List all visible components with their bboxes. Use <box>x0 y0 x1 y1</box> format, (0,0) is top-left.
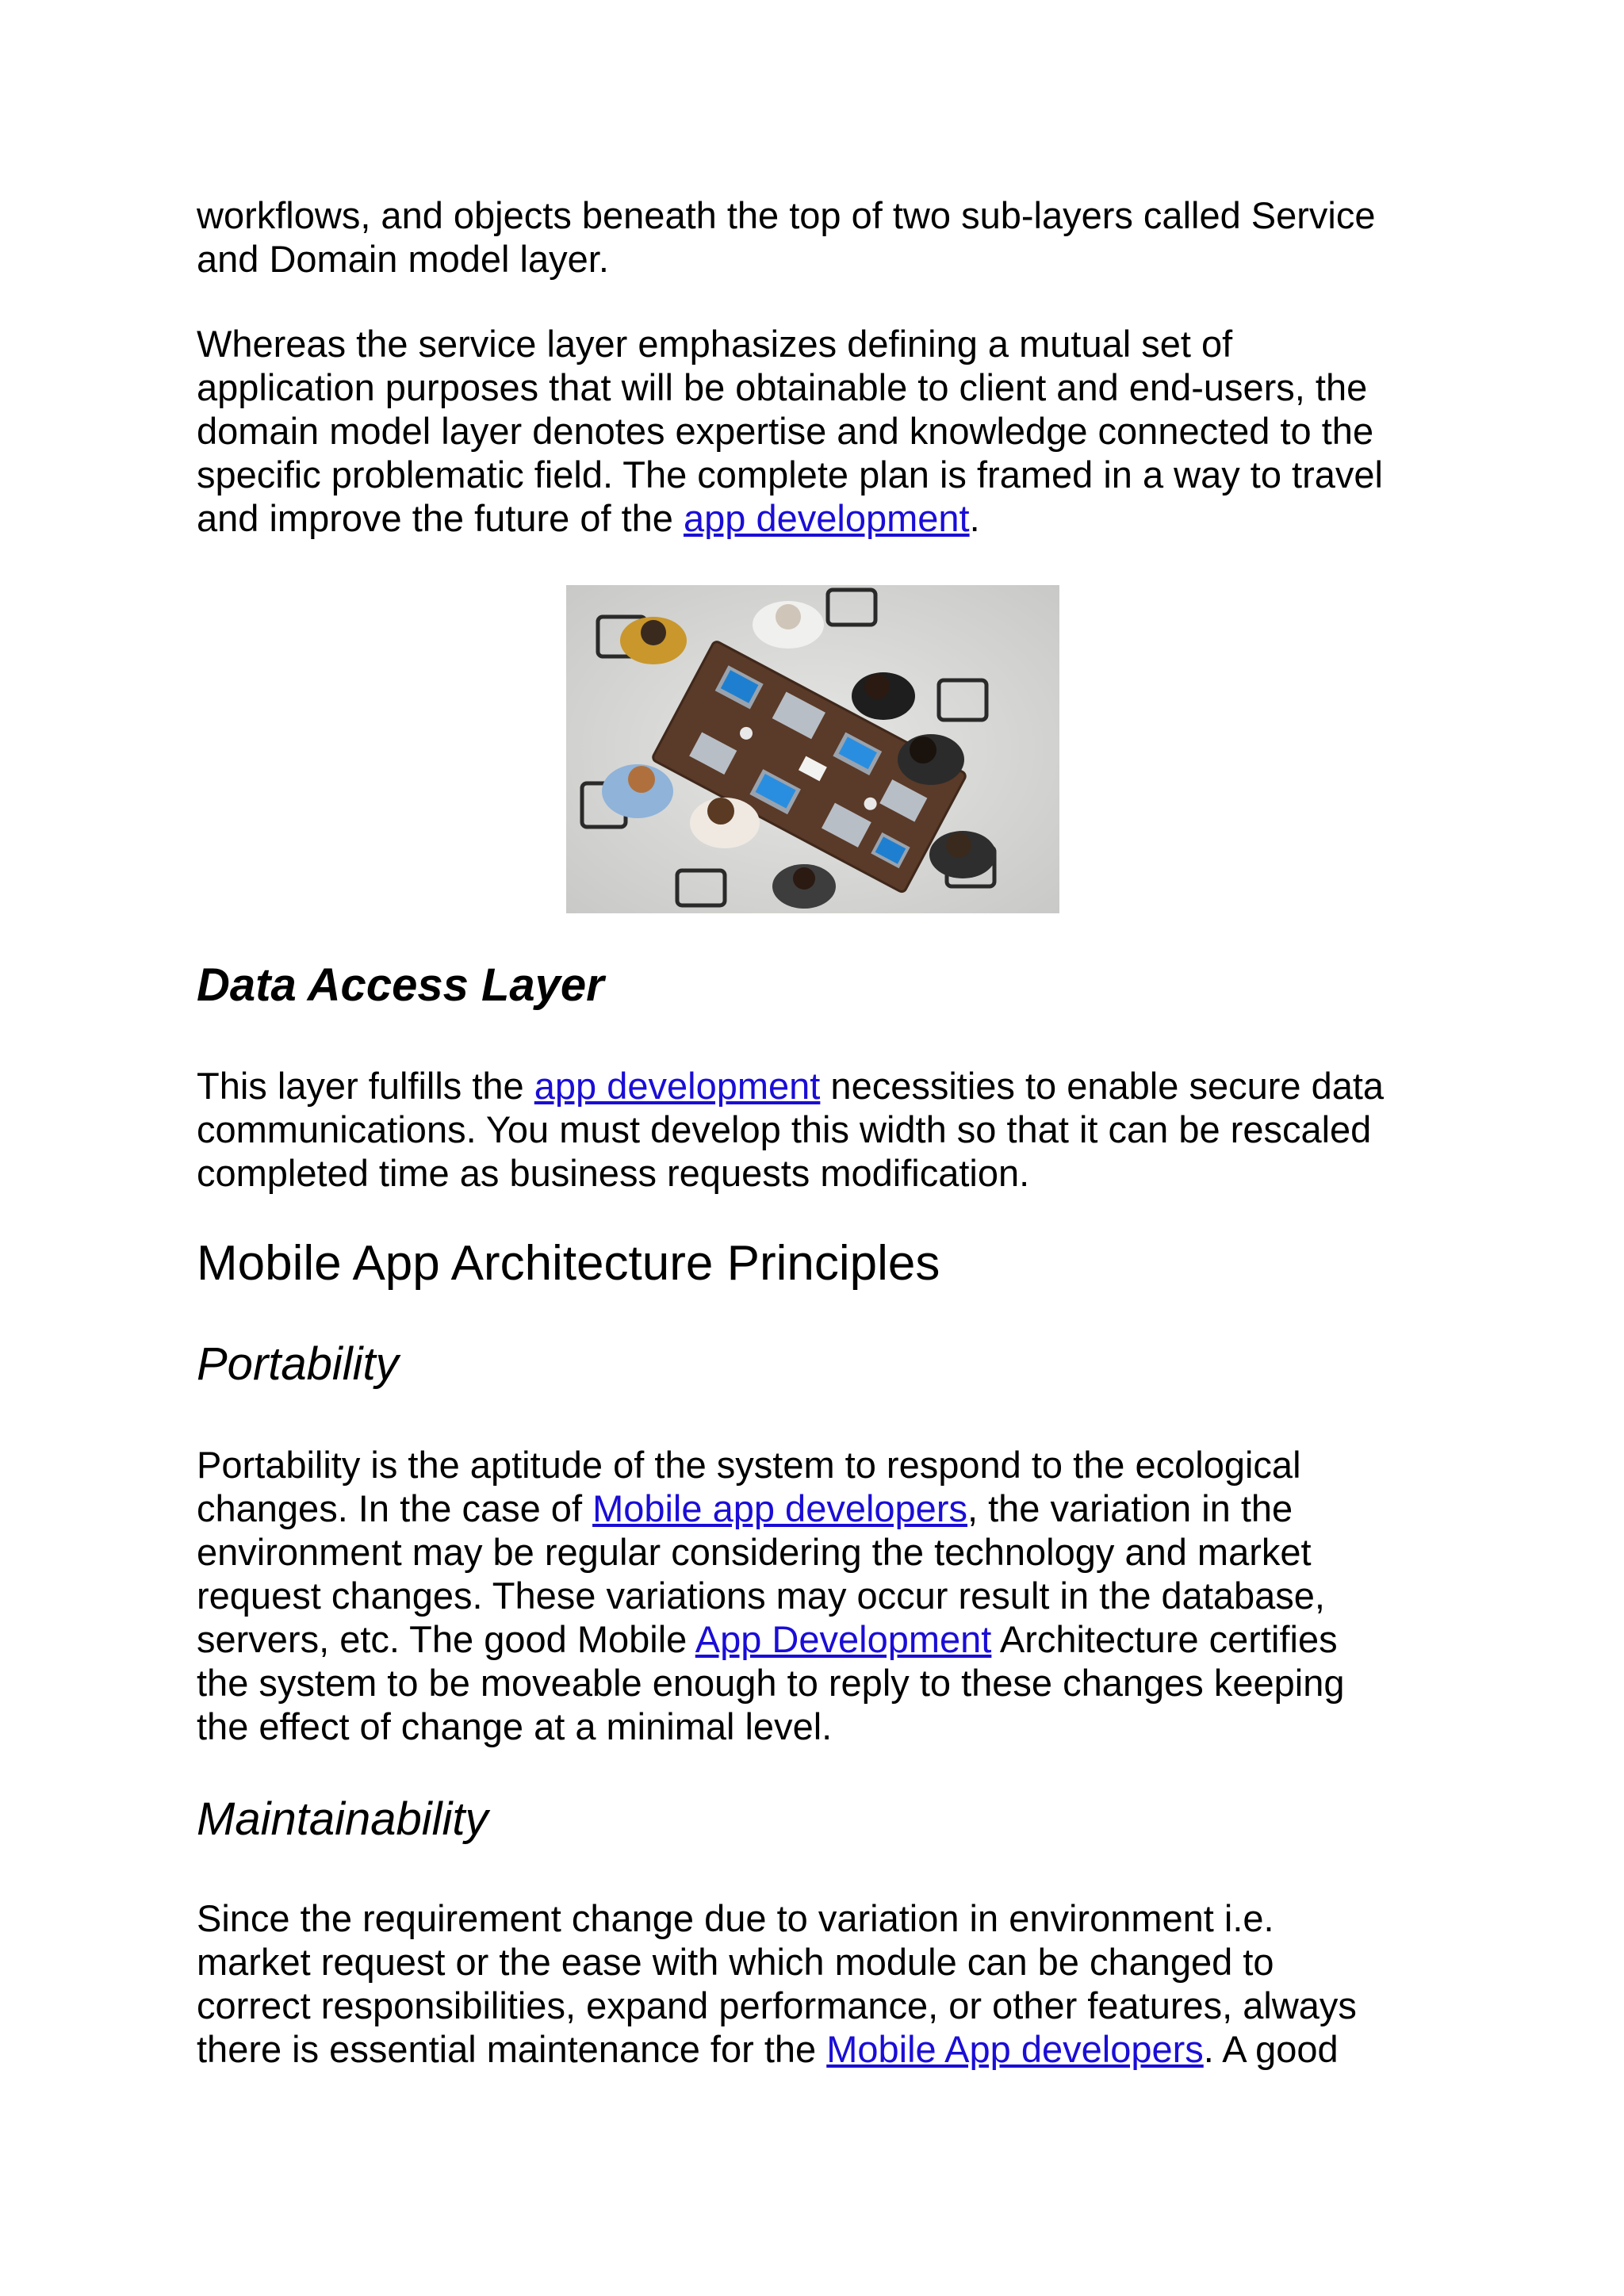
intro-paragraph-2 <box>197 322 1434 540</box>
text-line: changes. In the case of <box>197 1487 593 1529</box>
team-meeting-photo <box>566 585 1059 913</box>
text-line: servers, etc. The good Mobile <box>197 1618 695 1660</box>
text-line: Architecture certifies <box>991 1618 1338 1660</box>
text-line: necessities to enable secure data <box>820 1065 1385 1107</box>
intro-section <box>197 193 1434 540</box>
text-line: domain model layer denotes expertise and knowledge connected to the <box>197 410 1374 452</box>
text-line: workflows, and objects beneath the top of two sub-layers called Service <box>197 194 1376 236</box>
text-line: Portability is the aptitude of the system to respond to the ecological <box>197 1444 1301 1486</box>
text-line: Whereas the service layer emphasizes defining a mutual set of <box>197 323 1233 365</box>
text-line: completed time as business requests modification. <box>197 1152 1030 1194</box>
text-line: Since the requirement change due to variation in environment i.e. <box>197 1897 1274 1939</box>
text-line: specific problematic field. The complete plan is framed in a way to travel <box>197 453 1383 496</box>
text-line: communications. You must develop this width so that it can be rescaled <box>197 1108 1372 1150</box>
portability-paragraph <box>197 1443 1434 1748</box>
heading-architecture-principles: Mobile App Architecture Principles <box>197 1236 940 1291</box>
heading-maintainability: Maintainability <box>197 1793 488 1845</box>
text-line: and improve the future of the <box>197 497 684 539</box>
intro-paragraph-1 <box>197 193 1434 281</box>
heading-portability: Portability <box>197 1338 399 1390</box>
text-line: there is essential maintenance for the <box>197 2028 827 2070</box>
app-development-link[interactable]: app development <box>534 1065 821 1107</box>
data-access-section <box>197 1064 1434 1195</box>
heading-data-access-layer: Data Access Layer <box>197 959 604 1011</box>
portability-section <box>197 1443 1434 1748</box>
mobile-app-developers-link[interactable]: Mobile App developers <box>826 2028 1204 2070</box>
text-line: the system to be moveable enough to reply to these changes keeping <box>197 1662 1345 1704</box>
text-line: environment may be regular considering the technology and market <box>197 1531 1312 1573</box>
app-development-link[interactable]: app development <box>683 497 970 539</box>
mobile-app-developers-link[interactable]: Mobile app developers <box>592 1487 967 1529</box>
maintainability-section <box>197 1896 1434 2071</box>
text-line: market request or the ease with which module can be changed to <box>197 1941 1274 1983</box>
text-line: correct responsibilities, expand performance, or other features, always <box>197 1984 1357 2026</box>
text-line: This layer fulfills the <box>197 1065 534 1107</box>
text-line: and Domain model layer. <box>197 238 609 280</box>
maintainability-paragraph <box>197 1896 1434 2071</box>
app-development-link[interactable]: App Development <box>695 1618 992 1660</box>
text-line: , the variation in the <box>967 1487 1293 1529</box>
text-line: application purposes that will be obtainable to client and end-users, the <box>197 366 1368 408</box>
text-line: . A good <box>1203 2028 1339 2070</box>
data-access-paragraph <box>197 1064 1434 1195</box>
text-line: the effect of change at a minimal level. <box>197 1705 833 1747</box>
text-line: . <box>969 497 980 539</box>
text-line: request changes. These variations may occur result in the database, <box>197 1575 1325 1617</box>
